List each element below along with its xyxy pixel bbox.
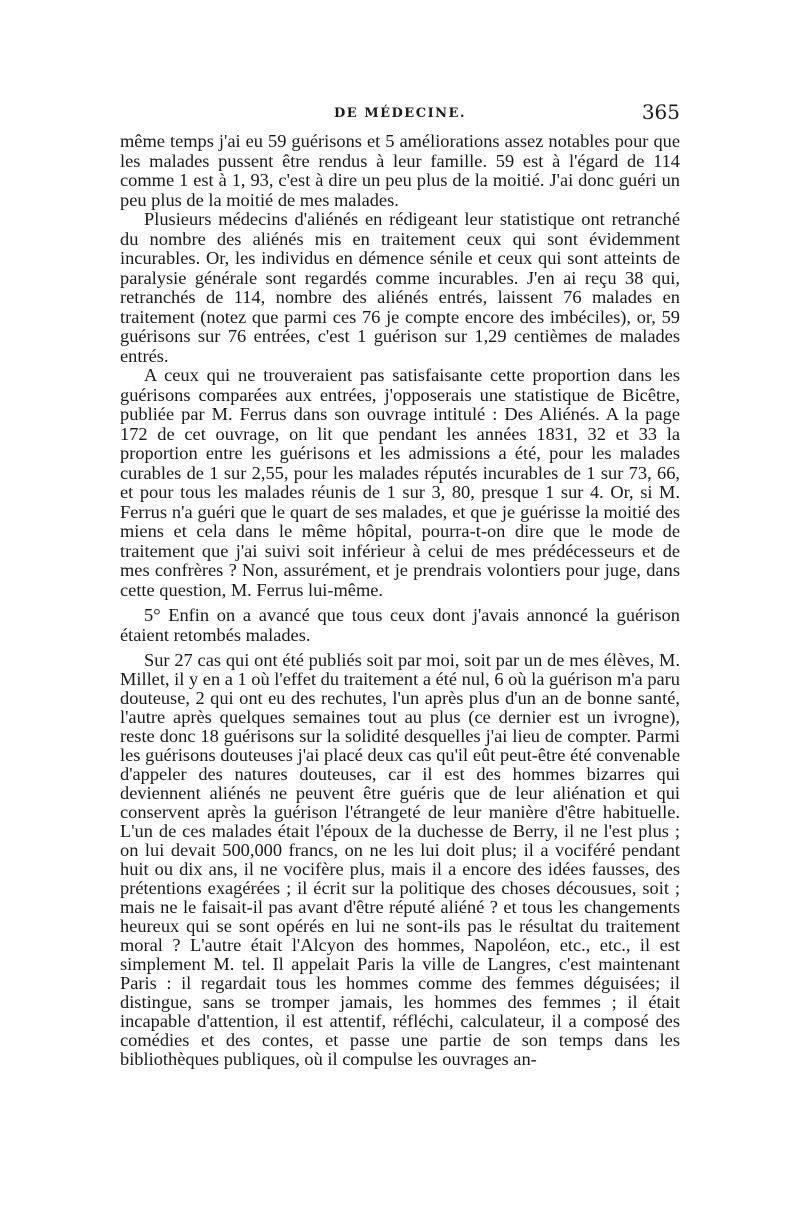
paragraph-cas-publies: Sur 27 cas qui ont été publiés soit par moi, soit par un de mes élèves, M. Millet, il y en a 1 où l'effet du traitement a été nul, 6 où la guérison m'a paru douteuse, 2 qui ont eu des rechutes, l'un après plus d'un an de bonne santé, l'autre après quelques semaines tout au plus (ce dernier est un ivrogne), reste donc 18 guérisons sur la solidité desquelles j'ai lieu de compter. Parmi les guérisons douteuses j'ai placé deux cas qu'il eût peut-être été convenable d'appeler des natures douteuses, car il est des hommes bizarres qui deviennent aliénés ne peuvent être guéris que de leur aliénation et qui conservent après la guérison l'étrangeté de leur manière d'être habituelle. L'un de ces malades était l'époux de la duchesse de Berry, il ne l'est plus ; on lui devait 500,000 francs, on ne les lui doit plus; il a vociféré pendant huit ou dix ans, il ne vocifère plus, mais il a encore des idées fausses, des prétentions exagérées ; il écrit sur la politique des choses décousues, soit ; mais ne le faisait-il pas avant d'être réputé aliéné ? et tous les changements heureux qui se sont opérés en lui ne sont-ils pas le résultat du traitement moral ? L'autre était l'Alcyon des hommes, Napoléon, etc., etc., il est simplement M. tel. Il appelait Paris la ville de Langres, c'est maintenant Paris : il regardait tous les hommes comme des femmes déguisées; il distingue, sans se tromper jamais, les hommes des femmes ; il était incapable d'attention, il est attentif, réfléchi, calculateur, il a composé des comédies et des contes, et passe une partie de son temps dans les bibliothèques publiques, où il compulse les ouvrages an- — [120, 650, 680, 1069]
body-text — [120, 132, 680, 1069]
running-title: DE MÉDECINE. — [334, 106, 466, 121]
page-header — [120, 100, 680, 130]
paragraph-statistique: Plusieurs médecins d'aliénés en rédigeant leur statistique ont retranché du nombre des aliénés mis en traitement ceux qui sont évidemment incurables. Or, les individus en démence sénile et ceux qui sont atteints de paralysie générale sont regardés comme incurables. J'en ai reçu 38 qui, retranchés de 114, nombre des aliénés entrés, laissent 76 malades en traitement (notez que parmi ces 76 je compte encore des imbéciles), or, 59 guérisons sur 76 entrées, c'est 1 guérison sur 1,29 centièmes de malades entrés. — [120, 209, 680, 366]
paragraph-continuation: même temps j'ai eu 59 guérisons et 5 améliorations assez notables pour que les malades pussent être rendus à leur famille. 59 est à l'égard de 114 comme 1 est à 1, 93, c'est à dire un peu plus de la moitié. J'ai donc guéri un peu plus de la moitié de mes malades. — [120, 131, 680, 210]
paragraph-bicetre: A ceux qui ne trouveraient pas satisfaisante cette proportion dans les guérisons comparées aux entrées, j'opposerais une statistique de Bicêtre, publiée par M. Ferrus dans son ouvrage intitulé : Des Aliénés. A la page 172 de cet ouvrage, on lit que pendant les années 1831, 32 et 33 la proportion entre les guérisons et les admissions a été, pour les malades curables de 1 sur 2,55, pour les malades réputés incurables de 1 sur 73, 66, et pour tous les malades réunis de 1 sur 3, 80, presque 1 sur 4. Or, si M. Ferrus n'a guéri que le quart de ses malades, et que je guérisse la moitié des miens et cela dans le même hôpital, pourra-t-on dire que le mode de traitement que j'ai suivi soit inférieur à celui de mes prédécesseurs et de mes confrères ? Non, assurément, et je prendrais volontiers pour juge, dans cette question, M. Ferrus lui-même. — [120, 365, 680, 600]
paragraph-point-5: 5° Enfin on a avancé que tous ceux dont j'avais annoncé la guérison étaient retombés malades. — [120, 605, 680, 645]
page-number: 365 — [641, 100, 680, 124]
